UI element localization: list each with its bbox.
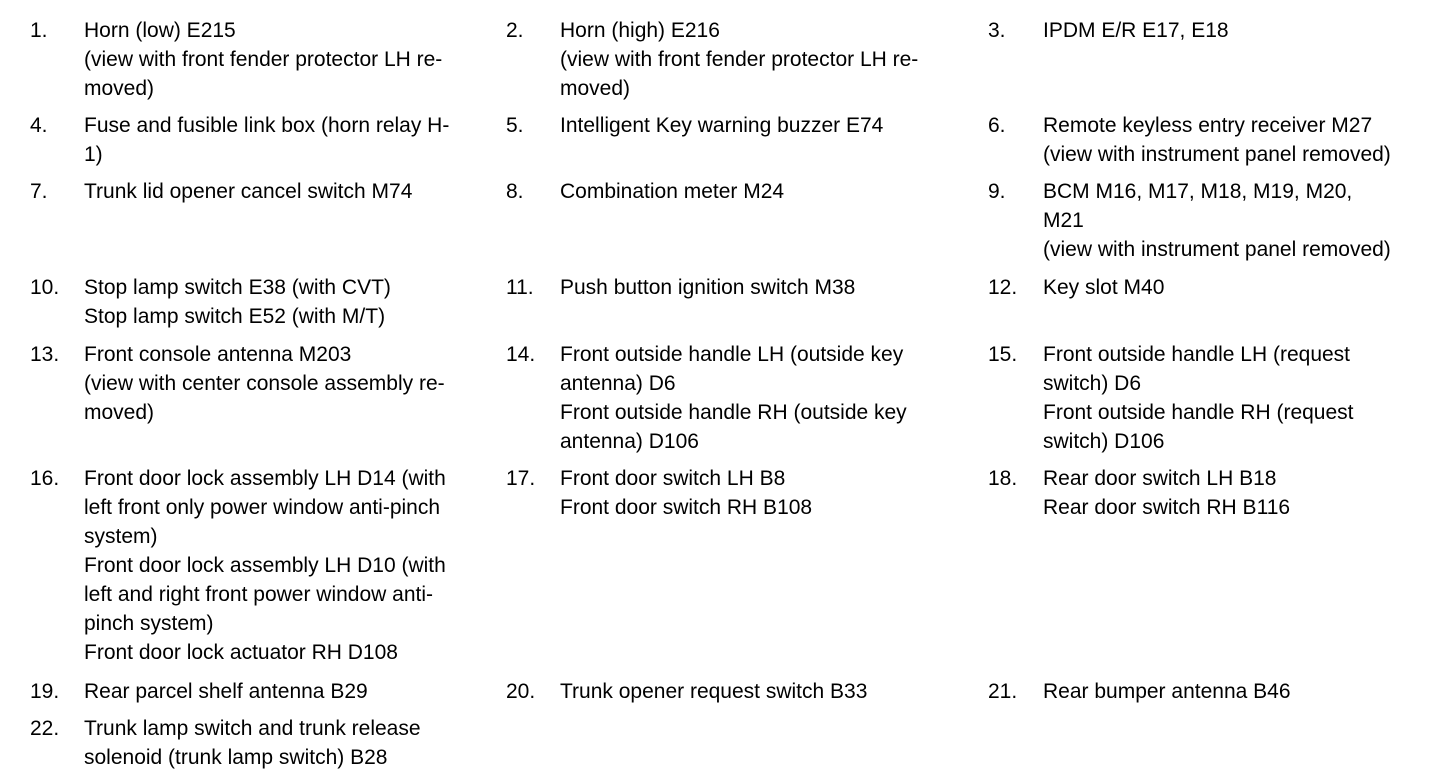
legend-item-number: 7. xyxy=(30,180,48,203)
legend-item-description xyxy=(84,111,449,169)
legend-item-line: Combination meter M24 xyxy=(560,180,785,203)
legend-item-description xyxy=(84,340,445,427)
legend-item-line: IPDM E/R E17, E18 xyxy=(1043,19,1229,42)
legend-item-line: (view with front fender protector LH re- xyxy=(560,48,919,71)
legend-item-line: (view with instrument panel removed) xyxy=(1043,143,1391,166)
legend-item-description xyxy=(560,464,812,522)
legend-item-description xyxy=(1043,16,1229,45)
legend-item-line: (view with front fender protector LH re- xyxy=(84,48,443,71)
legend-item-number: 16. xyxy=(30,467,60,490)
legend-item-line: switch) D6 xyxy=(1043,372,1142,395)
legend-item-line: switch) D106 xyxy=(1043,430,1165,453)
legend-item-line: Remote keyless entry receiver M27 xyxy=(1043,114,1373,137)
legend-item-description xyxy=(1043,177,1391,264)
legend-item-description xyxy=(560,111,883,140)
legend-item-line: Front outside handle LH (request xyxy=(1043,343,1351,366)
legend-item-line: Rear door switch RH B116 xyxy=(1043,496,1291,519)
legend-item-line: Front door lock assembly LH D14 (with xyxy=(84,467,446,490)
legend-item-line: Intelligent Key warning buzzer E74 xyxy=(560,114,884,137)
legend-item-line: Trunk opener request switch B33 xyxy=(560,680,868,703)
legend-item-number: 22. xyxy=(30,717,60,740)
legend-item-line: left and right front power window anti- xyxy=(84,583,434,606)
legend-item-line: Horn (high) E216 xyxy=(560,19,720,42)
legend-item-line: moved) xyxy=(84,401,155,424)
legend-item-number: 10. xyxy=(30,276,60,299)
legend-item-line: pinch system) xyxy=(84,612,214,635)
legend-item-line: Front door switch LH B8 xyxy=(560,467,786,490)
legend-item-number: 1. xyxy=(30,19,48,42)
legend-item-line: Front door lock assembly LH D10 (with xyxy=(84,554,446,577)
legend-item-number: 5. xyxy=(506,114,524,137)
legend-item-number: 19. xyxy=(30,680,60,703)
legend-item-number: 14. xyxy=(506,343,536,366)
legend-item-description xyxy=(1043,677,1291,706)
legend-item-description xyxy=(560,340,907,456)
legend-item-description xyxy=(84,464,446,667)
legend-item-line: Front outside handle RH (request xyxy=(1043,401,1354,424)
legend-item-description xyxy=(560,273,855,302)
legend-item-number: 12. xyxy=(988,276,1018,299)
legend-item-description xyxy=(1043,111,1391,169)
legend-item-number: 20. xyxy=(506,680,536,703)
legend-item-line: Front outside handle RH (outside key xyxy=(560,401,907,424)
legend-item-line: M21 xyxy=(1043,209,1084,232)
legend-item-line: Trunk lid opener cancel switch M74 xyxy=(84,180,413,203)
legend-item-line: (view with center console assembly re- xyxy=(84,372,445,395)
legend-item-number: 8. xyxy=(506,180,524,203)
legend-item-number: 9. xyxy=(988,180,1006,203)
legend-item-line: system) xyxy=(84,525,158,548)
legend-item-description xyxy=(1043,340,1354,456)
legend-item-line: Front console antenna M203 xyxy=(84,343,352,366)
legend-item-description xyxy=(84,177,412,206)
legend-item-number: 13. xyxy=(30,343,60,366)
legend-item-line: Push button ignition switch M38 xyxy=(560,276,856,299)
legend-item-line: Front outside handle LH (outside key xyxy=(560,343,904,366)
legend-item-line: solenoid (trunk lamp switch) B28 xyxy=(84,746,388,769)
legend-item-description xyxy=(84,16,442,103)
legend-item-description xyxy=(84,714,421,772)
legend-item-number: 3. xyxy=(988,19,1006,42)
legend-item-line: left front only power window anti-pinch xyxy=(84,496,441,519)
legend-item-line: Stop lamp switch E52 (with M/T) xyxy=(84,305,386,328)
legend-item-description xyxy=(1043,464,1290,522)
legend-item-line: Rear parcel shelf antenna B29 xyxy=(84,680,368,703)
legend-item-line: Stop lamp switch E38 (with CVT) xyxy=(84,276,391,299)
legend-item-number: 21. xyxy=(988,680,1018,703)
legend-item-line: BCM M16, M17, M18, M19, M20, xyxy=(1043,180,1353,203)
legend-item-number: 15. xyxy=(988,343,1018,366)
legend-item-line: moved) xyxy=(84,77,155,100)
legend-item-line: Front door switch RH B108 xyxy=(560,496,813,519)
legend-item-line: Front door lock actuator RH D108 xyxy=(84,641,398,664)
legend-item-number: 4. xyxy=(30,114,48,137)
legend-item-number: 11. xyxy=(506,276,534,299)
legend-item-line: Trunk lamp switch and trunk release xyxy=(84,717,421,740)
legend-item-number: 18. xyxy=(988,467,1018,490)
legend-item-line: Rear bumper antenna B46 xyxy=(1043,680,1291,703)
legend-item-line: antenna) D106 xyxy=(560,430,699,453)
legend-item-line: Key slot M40 xyxy=(1043,276,1165,299)
legend-item-line: (view with instrument panel removed) xyxy=(1043,238,1391,261)
legend-item-line: Rear door switch LH B18 xyxy=(1043,467,1277,490)
legend-item-description xyxy=(84,273,391,331)
legend-item-number: 17. xyxy=(506,467,536,490)
legend-item-description xyxy=(1043,273,1164,302)
legend-item-number: 2. xyxy=(506,19,524,42)
legend-item-line: Fuse and fusible link box (horn relay H- xyxy=(84,114,450,137)
legend-item-description xyxy=(560,177,784,206)
legend-item-line: moved) xyxy=(560,77,631,100)
legend-item-description xyxy=(560,16,918,103)
legend-item-line: 1) xyxy=(84,143,103,166)
legend-item-description xyxy=(84,677,368,706)
legend-item-line: Horn (low) E215 xyxy=(84,19,236,42)
legend-item-line: antenna) D6 xyxy=(560,372,676,395)
legend-item-description xyxy=(560,677,867,706)
legend-item-number: 6. xyxy=(988,114,1006,137)
